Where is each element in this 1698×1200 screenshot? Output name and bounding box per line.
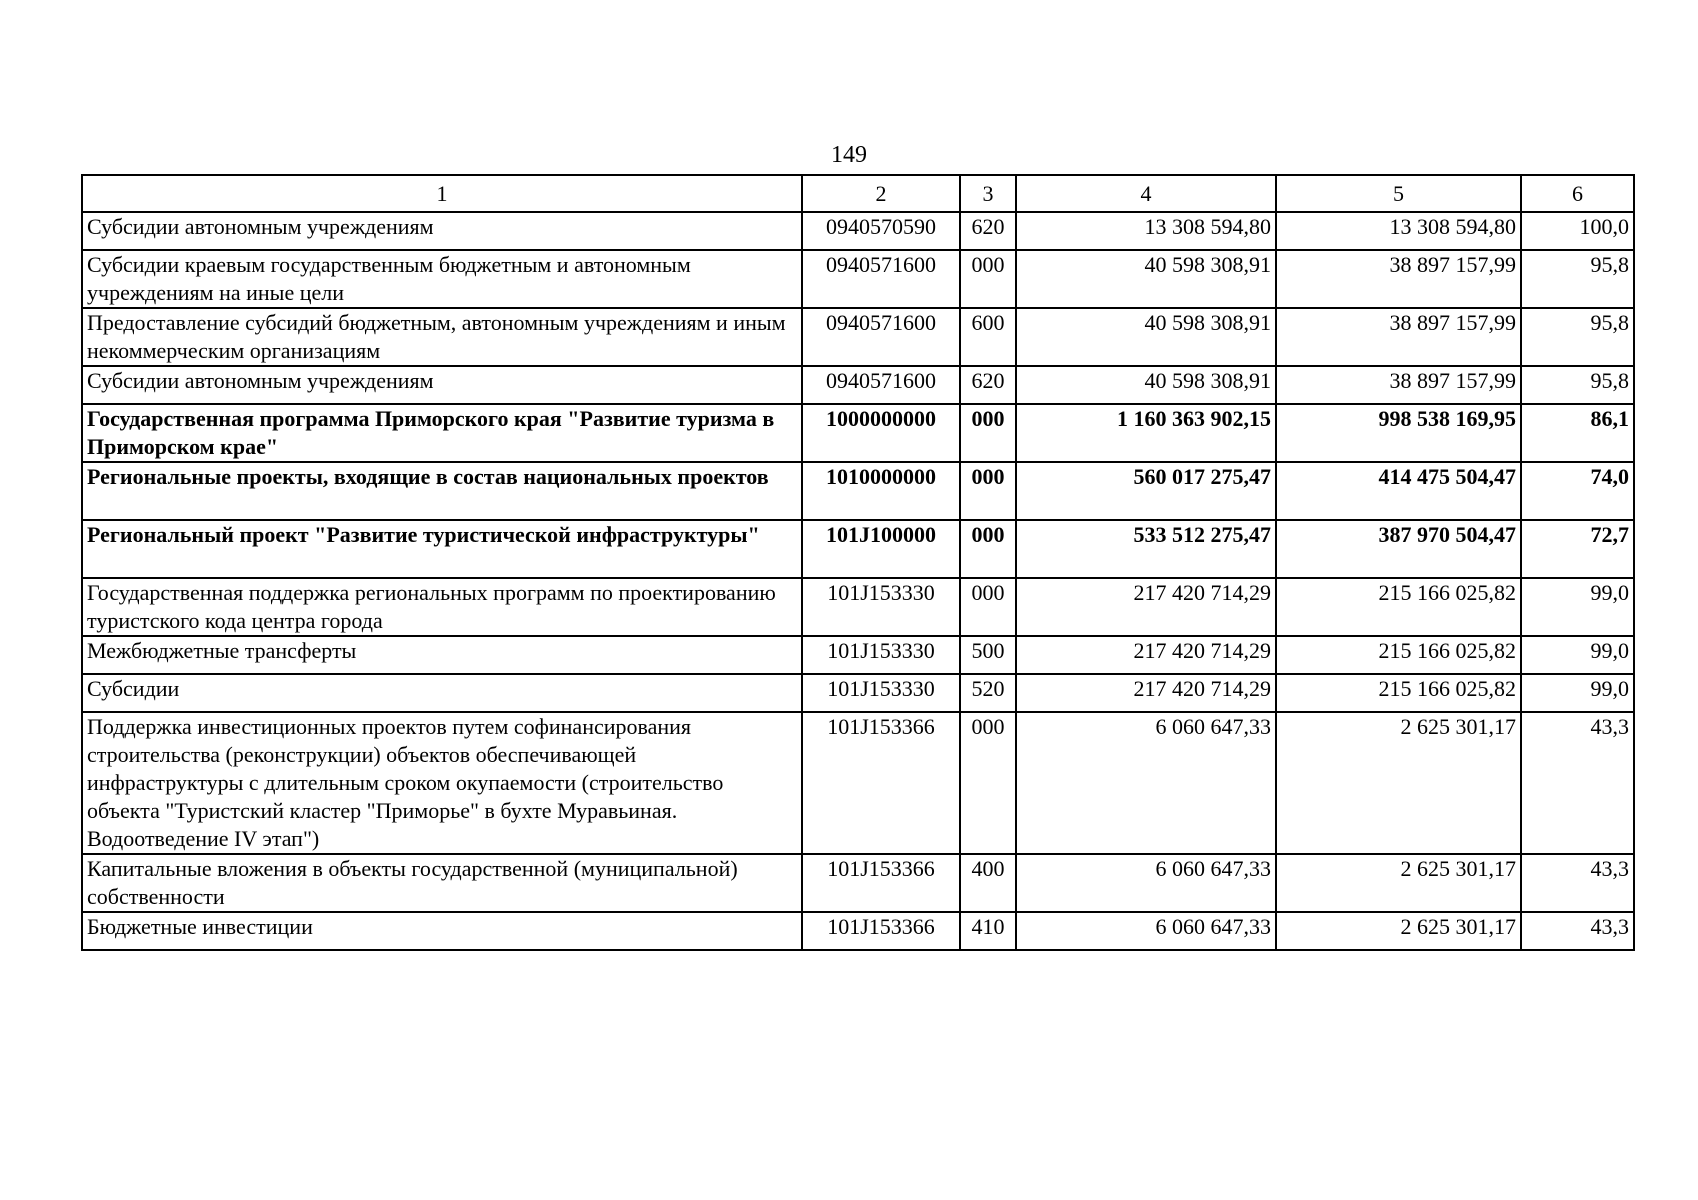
row-percent-cell: 95,8: [1521, 308, 1634, 366]
row-type-cell: 000: [960, 578, 1016, 636]
page-number: 149: [831, 142, 867, 168]
row-plan-cell: 40 598 308,91: [1016, 366, 1276, 404]
row-name-cell: Региональные проекты, входящие в состав национальных проектов: [82, 462, 802, 520]
table-row: [82, 462, 1634, 520]
row-plan-cell: 40 598 308,91: [1016, 308, 1276, 366]
row-name-cell: Межбюджетные трансферты: [82, 636, 802, 674]
row-type-cell: 620: [960, 212, 1016, 250]
row-name-cell: Субсидии: [82, 674, 802, 712]
row-type-cell: 000: [960, 250, 1016, 308]
row-name-cell: Государственная поддержка региональных программ по проектированию туристского кода центра города: [82, 578, 802, 636]
table-row: [82, 712, 1634, 854]
column-number-5: 5: [1276, 175, 1521, 212]
row-plan-cell: 13 308 594,80: [1016, 212, 1276, 250]
row-type-cell: 000: [960, 520, 1016, 578]
row-percent-cell: 74,0: [1521, 462, 1634, 520]
row-percent-cell: 99,0: [1521, 578, 1634, 636]
row-type-cell: 500: [960, 636, 1016, 674]
table-row: [82, 308, 1634, 366]
row-percent-cell: 95,8: [1521, 366, 1634, 404]
table-row: [82, 520, 1634, 578]
row-percent-cell: 43,3: [1521, 854, 1634, 912]
row-fact-cell: 38 897 157,99: [1276, 308, 1521, 366]
row-fact-cell: 2 625 301,17: [1276, 912, 1521, 950]
row-name-cell: Субсидии краевым государственным бюджетным и автономным учреждениям на иные цели: [82, 250, 802, 308]
row-type-cell: 400: [960, 854, 1016, 912]
row-code-cell: 1010000000: [802, 462, 960, 520]
row-name-cell: Региональный проект "Развитие туристической инфраструктуры": [82, 520, 802, 578]
table-row: [82, 636, 1634, 674]
column-number-4: 4: [1016, 175, 1276, 212]
table-row: [82, 404, 1634, 462]
row-percent-cell: 95,8: [1521, 250, 1634, 308]
row-plan-cell: 217 420 714,29: [1016, 674, 1276, 712]
row-fact-cell: 2 625 301,17: [1276, 712, 1521, 854]
budget-table: [81, 174, 1635, 951]
row-code-cell: 1000000000: [802, 404, 960, 462]
row-percent-cell: 86,1: [1521, 404, 1634, 462]
row-name-cell: Бюджетные инвестиции: [82, 912, 802, 950]
row-type-cell: 520: [960, 674, 1016, 712]
row-name-cell: Капитальные вложения в объекты государственной (муниципальной) собственности: [82, 854, 802, 912]
column-number-2: 2: [802, 175, 960, 212]
row-percent-cell: 72,7: [1521, 520, 1634, 578]
row-plan-cell: 560 017 275,47: [1016, 462, 1276, 520]
row-code-cell: 101J153366: [802, 712, 960, 854]
column-number-3: 3: [960, 175, 1016, 212]
row-percent-cell: 100,0: [1521, 212, 1634, 250]
row-fact-cell: 215 166 025,82: [1276, 674, 1521, 712]
row-percent-cell: 99,0: [1521, 636, 1634, 674]
row-name-cell: Государственная программа Приморского края "Развитие туризма в Приморском крае": [82, 404, 802, 462]
column-number-1: 1: [82, 175, 802, 212]
row-name-cell: Субсидии автономным учреждениям: [82, 212, 802, 250]
row-code-cell: 0940570590: [802, 212, 960, 250]
table-row: [82, 366, 1634, 404]
row-fact-cell: 215 166 025,82: [1276, 578, 1521, 636]
row-percent-cell: 43,3: [1521, 712, 1634, 854]
row-plan-cell: 6 060 647,33: [1016, 854, 1276, 912]
row-type-cell: 000: [960, 462, 1016, 520]
row-name-cell: Субсидии автономным учреждениям: [82, 366, 802, 404]
column-number-6: 6: [1521, 175, 1634, 212]
row-fact-cell: 2 625 301,17: [1276, 854, 1521, 912]
table-row: [82, 912, 1634, 950]
row-type-cell: 000: [960, 712, 1016, 854]
row-type-cell: 600: [960, 308, 1016, 366]
row-code-cell: 101J153330: [802, 674, 960, 712]
row-plan-cell: 533 512 275,47: [1016, 520, 1276, 578]
row-name-cell: Поддержка инвестиционных проектов путем софинансирования строительства (реконструкции) объектов обеспечивающей инфраструктуры с длительным сроком окупаемости (строительство объекта "Туристский кластер "Приморье" в бухте Муравьиная. Водоотведение IV этап"): [82, 712, 802, 854]
table-row: [82, 578, 1634, 636]
row-fact-cell: 387 970 504,47: [1276, 520, 1521, 578]
row-code-cell: 101J100000: [802, 520, 960, 578]
table-row: [82, 212, 1634, 250]
row-fact-cell: 998 538 169,95: [1276, 404, 1521, 462]
row-code-cell: 0940571600: [802, 308, 960, 366]
row-type-cell: 000: [960, 404, 1016, 462]
row-fact-cell: 38 897 157,99: [1276, 366, 1521, 404]
row-plan-cell: 217 420 714,29: [1016, 578, 1276, 636]
table-row: [82, 674, 1634, 712]
row-fact-cell: 414 475 504,47: [1276, 462, 1521, 520]
row-code-cell: 101J153366: [802, 854, 960, 912]
row-code-cell: 0940571600: [802, 366, 960, 404]
row-code-cell: 101J153330: [802, 578, 960, 636]
row-plan-cell: 40 598 308,91: [1016, 250, 1276, 308]
row-plan-cell: 217 420 714,29: [1016, 636, 1276, 674]
row-fact-cell: 38 897 157,99: [1276, 250, 1521, 308]
row-fact-cell: 215 166 025,82: [1276, 636, 1521, 674]
row-type-cell: 620: [960, 366, 1016, 404]
row-percent-cell: 99,0: [1521, 674, 1634, 712]
row-code-cell: 0940571600: [802, 250, 960, 308]
row-name-cell: Предоставление субсидий бюджетным, автономным учреждениям и иным некоммерческим организациям: [82, 308, 802, 366]
column-number-row: [82, 175, 1634, 212]
row-plan-cell: 6 060 647,33: [1016, 912, 1276, 950]
row-plan-cell: 6 060 647,33: [1016, 712, 1276, 854]
row-code-cell: 101J153366: [802, 912, 960, 950]
row-percent-cell: 43,3: [1521, 912, 1634, 950]
table-row: [82, 854, 1634, 912]
budget-table-body: [82, 175, 1634, 950]
row-plan-cell: 1 160 363 902,15: [1016, 404, 1276, 462]
row-fact-cell: 13 308 594,80: [1276, 212, 1521, 250]
row-code-cell: 101J153330: [802, 636, 960, 674]
table-row: [82, 250, 1634, 308]
row-type-cell: 410: [960, 912, 1016, 950]
